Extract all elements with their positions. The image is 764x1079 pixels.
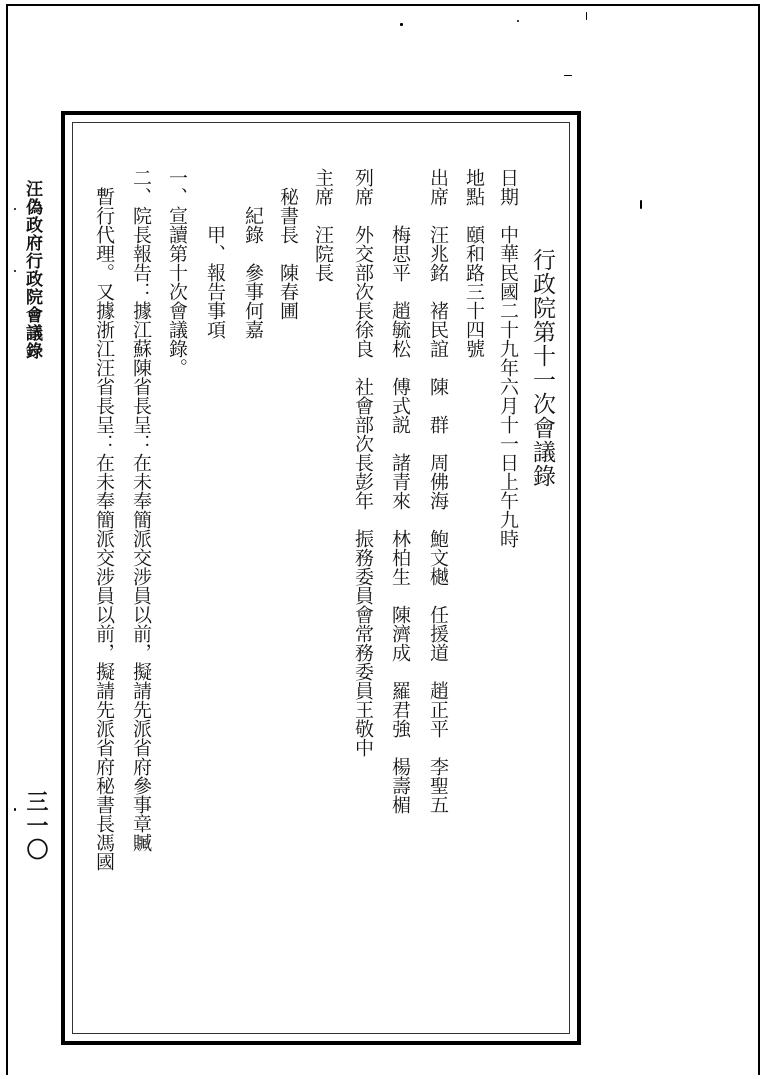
scan-speck (640, 200, 642, 209)
chair-line: 主席 汪院長 (312, 168, 334, 282)
page-number: 三一〇 (23, 790, 48, 862)
agenda-item-2-line-2: 暫行代理。又據浙江汪省長呈：在未奉簡派交涉員以前，擬請先派省府秘書長馮國 (93, 168, 115, 871)
scan-speck (564, 75, 572, 76)
section-heading-reports: 甲、報告事項 (204, 168, 226, 339)
agenda-item-1: 一、宣讀第十次會議錄。 (166, 168, 188, 377)
agenda-item-2-line-1: 二、院長報告：據江蘇陳省長呈：在未奉簡派交涉員以前，擬請先派省府參事章贓 (130, 168, 152, 852)
observers-line-1: 列席 外交部次長徐良 社會部次長彭年 振務委員會常務委員王敬中 (352, 168, 374, 757)
scan-speck (14, 808, 16, 811)
scan-speck (517, 20, 519, 22)
scan-speck (14, 270, 16, 272)
attendees-line-2: 梅思平 趙毓松 傅式説 諸青來 林柏生 陳濟成 羅君強 楊壽楣 (389, 168, 411, 814)
scan-speck (14, 208, 16, 210)
meeting-date: 日期 中華民國二十九年六月十一日上午九時 (497, 168, 519, 548)
document-title: 行政院第十一次會議錄 (529, 248, 555, 488)
secretary-general-line: 秘書長 陳春圃 (277, 168, 299, 320)
recorder-line: 紀錄 參事何嘉 (242, 168, 264, 339)
scan-speck (586, 12, 587, 20)
side-title: 汪偽政府行政院會議錄 (22, 180, 42, 360)
attendees-line-1: 出席 汪兆銘 褚民誼 陳 群 周佛海 鮑文樾 任援道 趙正平 李聖五 (427, 168, 449, 814)
scan-speck (400, 23, 403, 26)
meeting-location: 地點 頤和路三十四號 (463, 168, 485, 358)
